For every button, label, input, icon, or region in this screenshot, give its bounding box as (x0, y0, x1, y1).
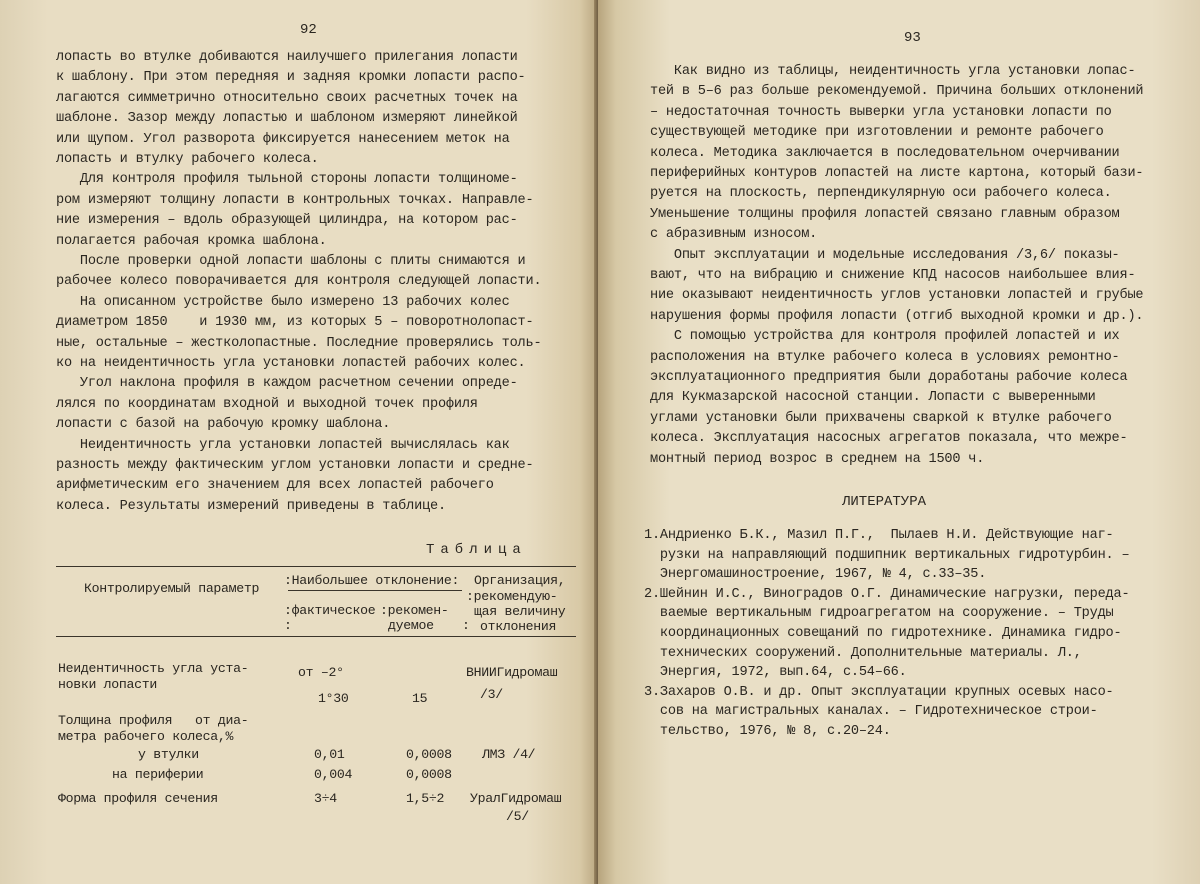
reference-line: технических сооружений. Дополнительные материалы. Л., (644, 645, 1082, 661)
text-line: ко на неидентичность угла установки лопастей рабочих колес. (56, 356, 526, 371)
text-line: шаблоне. Зазор между лопастью и шаблоном измеряют линейкой (56, 111, 518, 127)
text-line: монтный период возрос в среднем на 1500 ч. (650, 451, 985, 467)
table-top-rule (56, 566, 576, 567)
row4-recommended: 0,0008 (406, 767, 452, 782)
text-line: Уменьшение толщины профиля лопастей связано главным образом (650, 206, 1120, 222)
page-number: 92 (300, 22, 317, 38)
header-recommended-line2: дуемое (388, 618, 434, 633)
header-organization-line4: отклонения (480, 619, 557, 634)
header-max-deviation: :Наибольшее отклонение: (284, 573, 460, 588)
reference-line: ваемые вертикальным гидроагрегатом на сооружение. – Труды (644, 606, 1114, 622)
text-line: колеса. Результаты измерений приведены в таблице. (56, 498, 446, 514)
text-line: арифметическим его значением для всех лопастей рабочего (56, 478, 494, 494)
row5-recommended: 1,5÷2 (406, 791, 445, 806)
text-line: вают, что на вибрацию и снижение КПД насосов наибольшее влия- (650, 268, 1136, 283)
reference-line: Энергомашиностроение, 1967, № 4, с.33–35. (644, 567, 987, 583)
text-line: лагаются симметрично относительно своих расчетных точек на (56, 90, 518, 106)
text-line: Как видно из таблицы, неидентичность угла установки лопас- (650, 64, 1136, 79)
row1-actual-line1: от –2° (298, 665, 344, 680)
row5-param: Форма профиля сечения (58, 791, 218, 806)
row2-param-line1: Толщина профиля от диа- (58, 713, 249, 728)
text-line: лялся по координатам входной и выходной точек профиля (56, 396, 478, 412)
row3-param: у втулки (138, 747, 199, 762)
reference-line: тельство, 1976, № 8, с.20–24. (644, 724, 891, 739)
text-line: полагается рабочая кромка шаблона. (56, 233, 327, 249)
text-line: периферийных контуров лопастей на листе картона, который бази- (650, 166, 1144, 181)
text-line: существующей методике при изготовлении и ремонте рабочего (650, 125, 1104, 141)
text-line: лопасти с базой на рабочую кромку шаблона. (56, 417, 391, 433)
header-organization-line3: щая величину (474, 604, 566, 619)
header-param: Контролируемый параметр (84, 581, 260, 596)
text-line: На описанном устройстве было измерено 13 рабочих колес (56, 294, 510, 310)
text-line: рабочее колесо поворачивается для контроля следующей лопасти. (56, 274, 542, 290)
row1-actual-line2: 1°30 (318, 691, 349, 706)
text-line: Опыт эксплуатации и модельные исследования /3,6/ показы- (650, 247, 1120, 263)
row1-organization: ВНИИГидромаш (466, 665, 558, 680)
text-line: эксплуатационного предприятия были доработаны рабочие колеса (650, 370, 1128, 385)
row4-actual: 0,004 (314, 767, 353, 782)
table-header-rule (56, 636, 576, 637)
header-colon-a: : (284, 618, 292, 633)
row1-param-line2: новки лопасти (58, 677, 157, 692)
text-line: руется на плоскость, перпендикулярную оси рабочего колеса. (650, 186, 1112, 202)
text-line: С помощью устройства для контроля профилей лопастей и их (650, 329, 1120, 345)
row3-organization: ЛМЗ /4/ (482, 747, 536, 762)
header-sub-rule (288, 590, 462, 591)
reference-line: Энергия, 1972, вып.64, с.54–66. (644, 665, 907, 681)
text-line: тей в 5–6 раз больше рекомендуемой. Причина больших отклонений (650, 84, 1144, 100)
row5-actual: 3÷4 (314, 791, 337, 806)
text-line: лопасть и втулку рабочего колеса. (56, 152, 319, 167)
right-page (598, 0, 1200, 884)
header-organization: Организация, (474, 573, 566, 588)
text-line: Для контроля профиля тыльной стороны лопасти толщиноме- (56, 172, 518, 188)
text-line: Угол наклона профиля в каждом расчетном сечении опреде- (56, 376, 518, 392)
text-line: – недостаточная точность выверки угла установки лопасти по (650, 104, 1112, 120)
text-line: или щупом. Угол разворота фиксируется нанесением меток на (56, 131, 510, 147)
reference-line: 1.Андриенко Б.К., Мазил П.Г., Пылаев Н.И. Действующие наг- (644, 528, 1114, 543)
text-line: углами установки были прихвачены сваркой к втулке рабочего (650, 410, 1112, 426)
text-line: нарушения формы профиля лопасти (отгиб выходной кромки и др.). (650, 308, 1144, 324)
reference-line: 2.Шейнин И.С., Виноградов О.Г. Динамические нагрузки, переда- (644, 586, 1130, 602)
page-number: 93 (904, 30, 921, 46)
row1-param-line1: Неидентичность угла уста- (58, 661, 249, 676)
header-recommended: :рекомен- (380, 603, 449, 618)
header-organization-line2: :рекомендую- (466, 589, 558, 604)
text-line: расположения на втулке рабочего колеса в условиях ремонтно- (650, 349, 1120, 365)
row3-actual: 0,01 (314, 747, 345, 762)
header-colon-b: : (462, 618, 470, 633)
table-caption: Таблица (426, 542, 527, 558)
text-line: ром измеряют толщину лопасти в контрольных точках. Направле- (56, 192, 534, 208)
text-line: лопасть во втулке добиваются наилучшего прилегания лопасти (56, 50, 518, 65)
row2-param-line2: метра рабочего колеса,% (58, 729, 234, 744)
row1-recommended: 15 (412, 691, 428, 706)
text-line: колеса. Методика заключается в последовательном очерчивании (650, 145, 1120, 161)
row1-reference: /3/ (480, 687, 503, 702)
reference-line: рузки на направляющий подшипник вертикальных гидротурбин. – (644, 547, 1130, 563)
text-line: ние измерения – вдоль образующей цилиндра, на котором рас- (56, 213, 518, 229)
row5-organization: УралГидромаш (470, 791, 562, 806)
text-line: разность между фактическим углом установки лопасти и средне- (56, 458, 534, 473)
text-line: с абразивным износом. (650, 227, 818, 243)
row4-param: на периферии (112, 767, 204, 782)
row5-reference: /5/ (506, 809, 529, 824)
reference-line: сов на магистральных каналах. – Гидротехническое строи- (644, 704, 1098, 720)
references-heading: ЛИТЕРАТУРА (842, 494, 927, 510)
row3-recommended: 0,0008 (406, 747, 452, 762)
text-line: Неидентичность угла установки лопастей вычислялась как (56, 437, 510, 453)
text-line: ние оказывают неидентичность углов установки лопастей и грубые (650, 288, 1144, 304)
text-line: После проверки одной лопасти шаблоны с плиты снимаются и (56, 254, 526, 269)
text-line: к шаблону. При этом передняя и задняя кромки лопасти распо- (56, 70, 526, 86)
text-line: колеса. Эксплуатация насосных агрегатов показала, что межре- (650, 431, 1128, 447)
reference-line: 3.Захаров О.В. и др. Опыт эксплуатации крупных осевых насо- (644, 684, 1114, 700)
text-line: ные, остальные – жестколопастные. Последние проверялись толь- (56, 335, 542, 351)
reference-line: координационных совещаний по гидротехнике. Динамика гидро- (644, 626, 1122, 641)
text-line: для Кукмазарской насосной станции. Лопасти с выверенными (650, 390, 1096, 406)
header-actual: :фактическое (284, 603, 376, 618)
text-line: диаметром 1850 и 1930 мм, из которых 5 – поворотнолопаст- (56, 315, 534, 331)
left-page (0, 0, 598, 884)
